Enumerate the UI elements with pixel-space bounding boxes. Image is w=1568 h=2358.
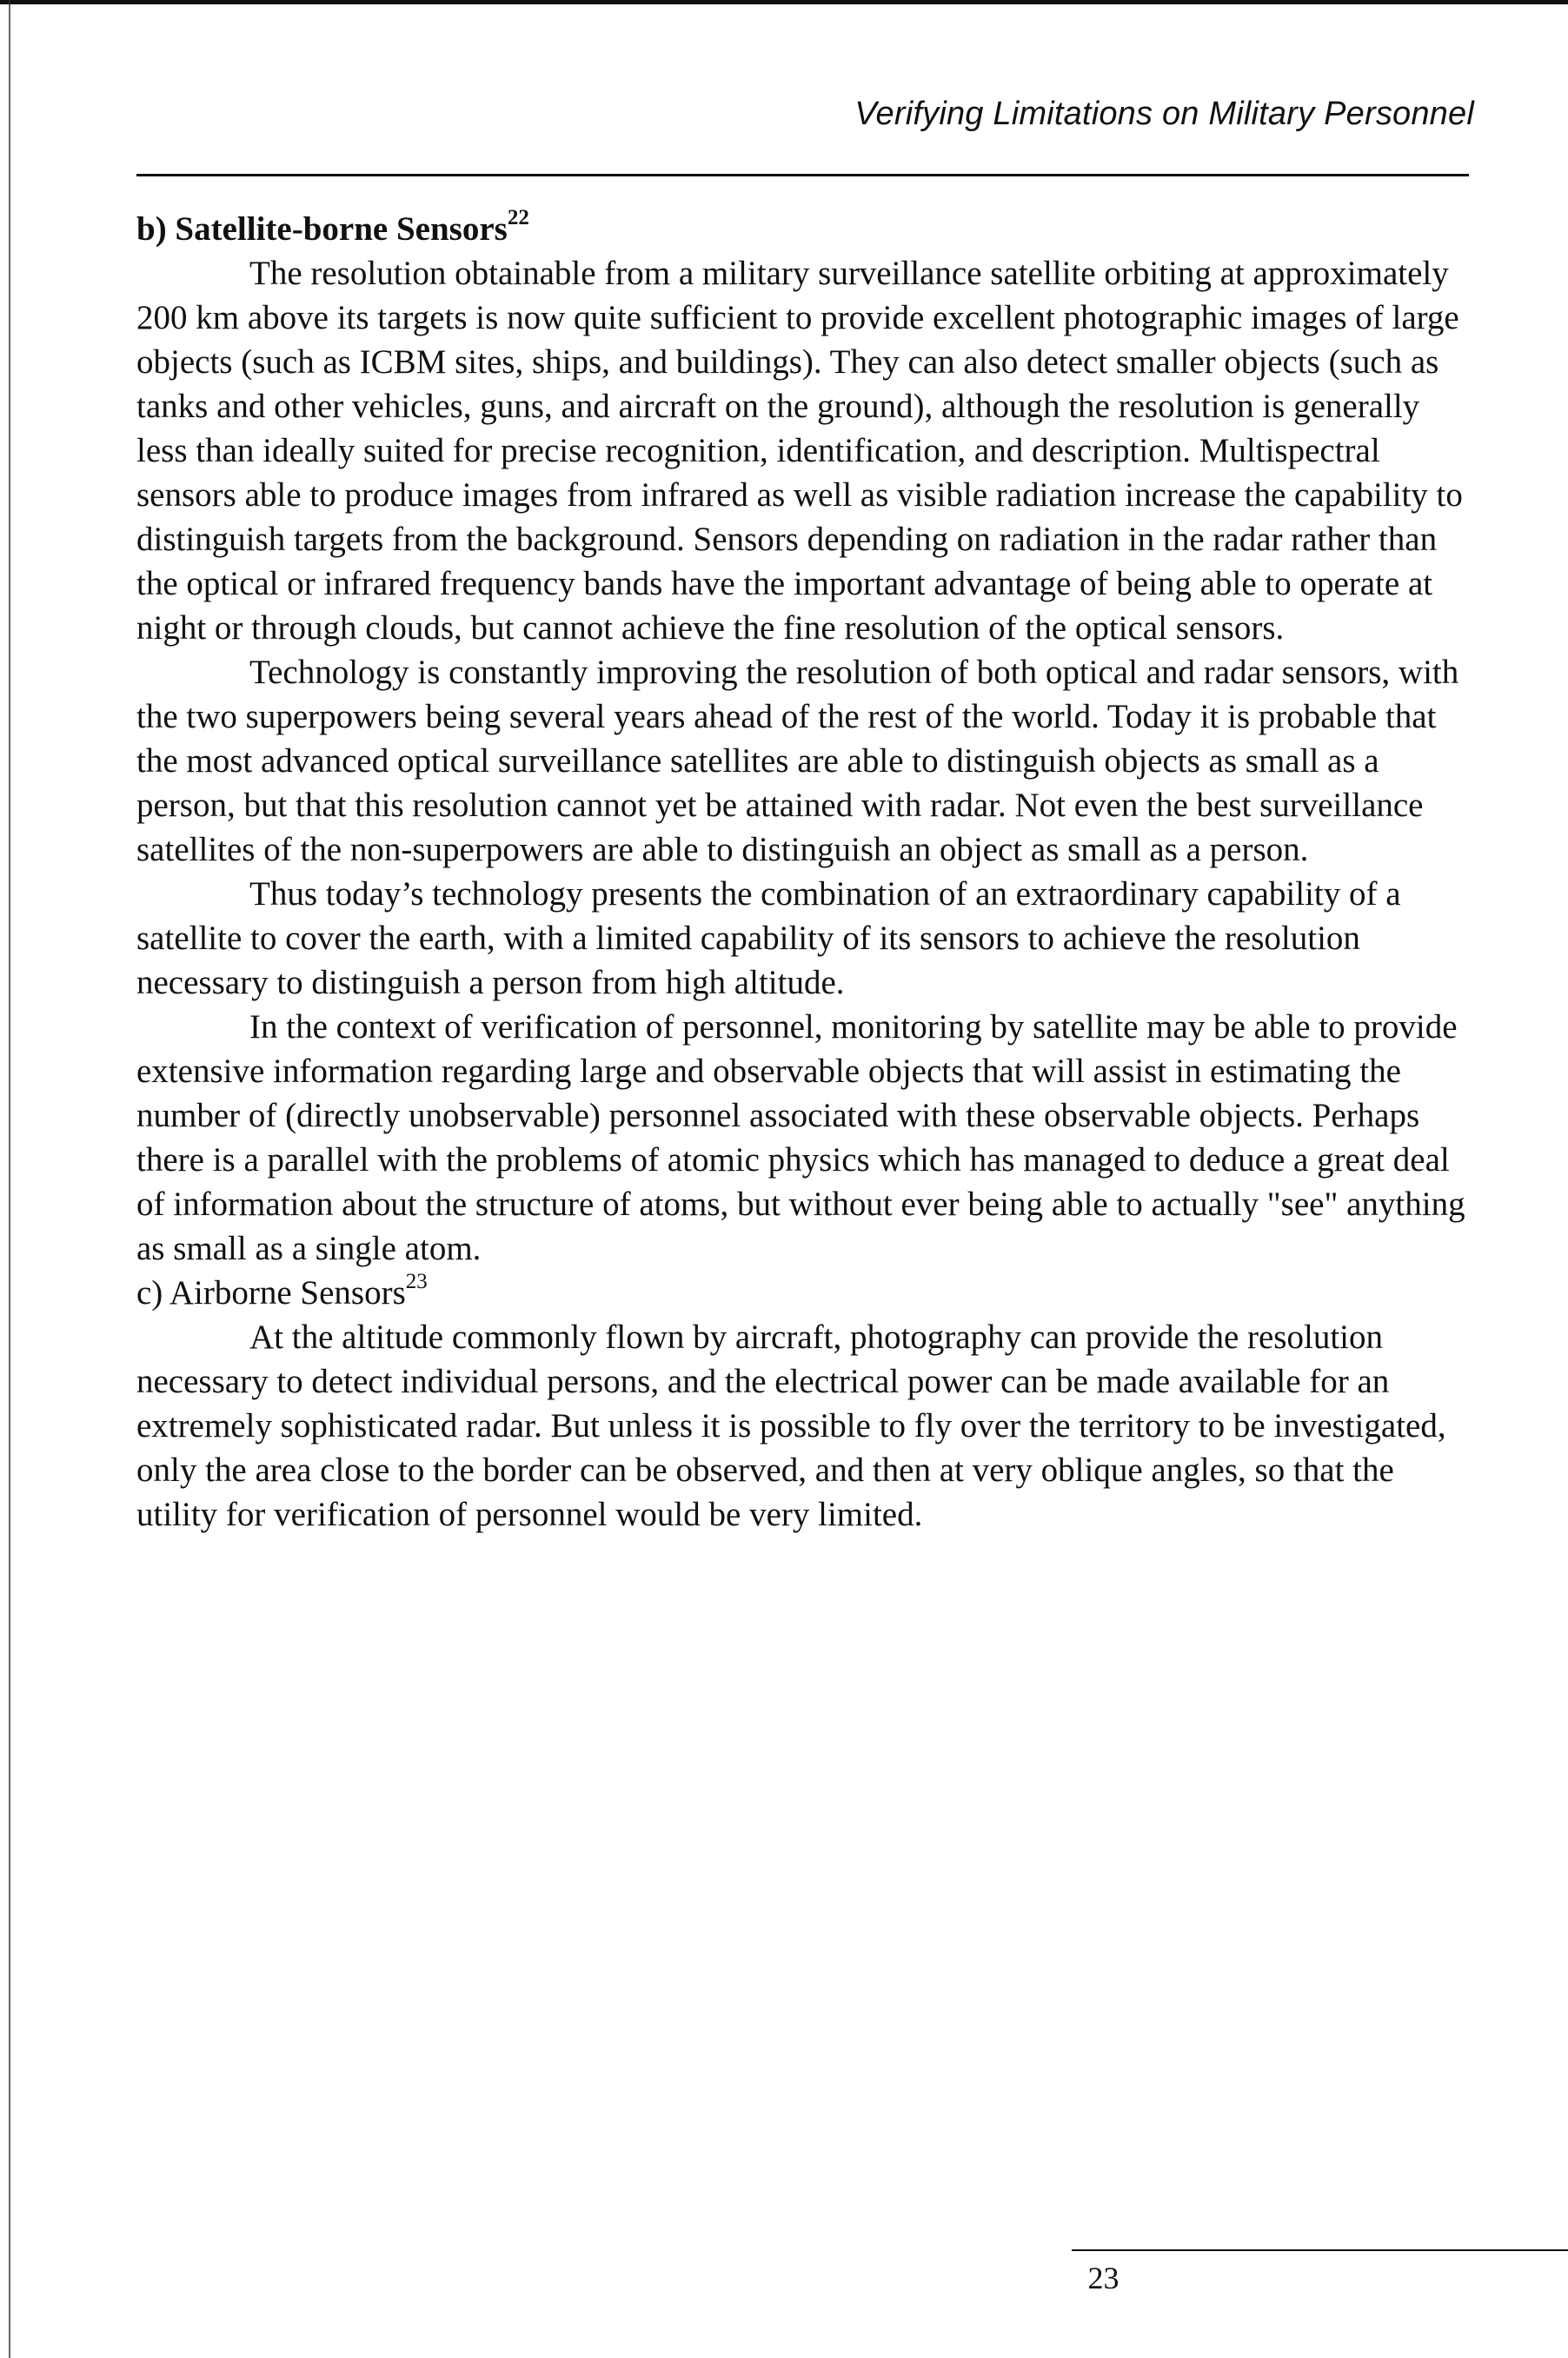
section-b-paragraph-2: Technology is constantly improving the resolution of both optical and radar sensors, with the two superpowers being several years ahead of the rest of the world. Today it is probable that the most advanced optical surveillance satellites are able to distinguish objects as small as a person, but that this resolution cannot yet be attained with radar. Not even the best surveillance satellites of the non-superpowers are able to distinguish an object as small as a person. <box>136 654 1459 868</box>
section-b-heading <box>136 207 1475 251</box>
page-body <box>136 207 1475 1537</box>
section-c-heading <box>136 1271 1475 1315</box>
section-b-heading-text: b) Satellite-borne Sensors <box>136 210 508 248</box>
section-b-paragraph-4: In the context of verification of personnel, monitoring by satellite may be able to provide extensive information regarding large and observable objects that will assist in estimating the number of (directly unobservable) personnel associated with these observable objects. Perhaps there is a parallel with the problems of atomic physics which has managed to deduce a great deal of information about the structure of atoms, but without ever being able to actually "see" anything as small as a single atom. <box>136 1008 1465 1267</box>
footer-rule <box>1072 2249 1568 2251</box>
header-rule <box>136 174 1469 176</box>
scan-top-edge <box>0 0 1568 4</box>
section-c-heading-text: c) Airborne Sensors <box>136 1274 406 1312</box>
scan-left-edge <box>9 0 10 2358</box>
footnote-ref-22: 22 <box>507 206 529 229</box>
section-b-paragraph-1: The resolution obtainable from a military surveillance satellite orbiting at approximately 200 km above its targets is now quite sufficient to provide excellent photographic images of large objects (such as ICBM sites, ships, and buildings). They can also detect smaller objects (such as tanks and other vehicles, guns, and aircraft on the ground), although the resolution is generally less than ideally suited for precise recognition, identification, and description. Multispectral sensors able to produce images from infrared as well as visible radiation increase the capability to distinguish targets from the background. Sensors depending on radiation in the radar rather than the optical or infrared frequency bands have the important advantage of being able to operate at night or through clouds, but cannot achieve the fine resolution of the optical sensors. <box>136 255 1463 647</box>
section-b-paragraph-3: Thus today’s technology presents the combination of an extraordinary capability of a satellite to cover the earth, with a limited capability of its sensors to achieve the resolution necessary to distinguish a person from high altitude. <box>136 875 1401 1001</box>
page-number: 23 <box>1087 2261 1120 2295</box>
section-c-paragraph-1: At the altitude commonly flown by aircraft, photography can provide the resolution necessary to detect individual persons, and the electrical power can be made available for an extremely sophisticated radar. But unless it is possible to fly over the territory to be investigated, only the area close to the border can be observed, and then at very oblique angles, so that the utility for verification of personnel would be very limited. <box>136 1318 1446 1533</box>
footnote-ref-23: 23 <box>405 1270 428 1293</box>
running-header: Verifying Limitations on Military Personnel <box>854 96 1474 132</box>
